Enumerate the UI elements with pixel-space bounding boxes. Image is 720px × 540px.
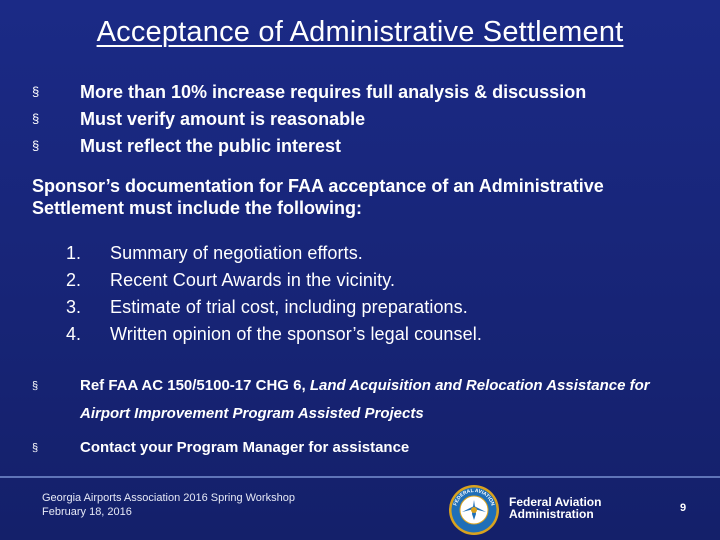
bullet-marker-icon: § xyxy=(32,111,40,126)
svg-text:FEDERAL AVIATION: FEDERAL AVIATION xyxy=(452,487,496,507)
item-text: Written opinion of the sponsor’s legal counsel. xyxy=(110,324,482,344)
numbered-item xyxy=(66,323,482,350)
numbered-list xyxy=(66,242,482,350)
numbered-item xyxy=(66,296,482,323)
footer xyxy=(0,476,720,540)
item-text: Estimate of trial cost, including preparations. xyxy=(110,297,468,317)
bullet-item xyxy=(32,82,586,109)
event-name: Georgia Airports Association 2016 Spring Workshop xyxy=(42,492,295,504)
contact-note xyxy=(32,438,409,458)
reference-line xyxy=(80,376,650,396)
reference-title: Land Acquisition and Relocation Assistance for xyxy=(309,377,650,394)
bullet-text: Must verify amount is reasonable xyxy=(80,109,366,129)
agency-name xyxy=(509,496,601,520)
item-number: 4. xyxy=(66,324,82,344)
bullet-marker-icon: § xyxy=(32,84,40,99)
bullet-marker-icon: § xyxy=(32,380,39,392)
documentation-intro: Sponsor’s documentation for FAA acceptance of an Administrative Settlement must include the following: xyxy=(32,176,604,218)
item-number: 3. xyxy=(66,297,82,317)
reference-title-continued: Airport Improvement Program Assisted Projects xyxy=(80,405,424,422)
page-number: 9 xyxy=(680,502,687,514)
bullet-text: Must reflect the public interest xyxy=(80,136,342,156)
numbered-item xyxy=(66,242,482,269)
bullet-marker-icon: § xyxy=(32,442,39,454)
numbered-item xyxy=(66,269,482,296)
item-number: 1. xyxy=(66,243,82,263)
contact-text: Contact your Program Manager for assistance xyxy=(80,439,410,456)
faa-seal-icon xyxy=(448,484,500,536)
reference-note xyxy=(32,376,712,424)
bullet-item xyxy=(32,136,586,163)
bullet-list xyxy=(32,82,586,163)
bullet-marker-icon: § xyxy=(32,138,40,153)
item-text: Summary of negotiation efforts. xyxy=(110,243,363,263)
agency-line-2: Administration xyxy=(509,507,594,521)
item-number: 2. xyxy=(66,270,82,290)
event-date: February 18, 2016 xyxy=(42,506,132,518)
bullet-text: More than 10% increase requires full analysis & discussion xyxy=(80,82,587,102)
reference-prefix: Ref FAA AC 150/5100-17 CHG 6, xyxy=(80,377,310,394)
slide-title: Acceptance of Administrative Settlement xyxy=(96,16,624,48)
event-info xyxy=(42,491,295,519)
agency-line-1: Federal Aviation xyxy=(509,495,602,509)
footer-divider xyxy=(0,476,720,478)
item-text: Recent Court Awards in the vicinity. xyxy=(110,270,396,290)
bullet-item xyxy=(32,109,586,136)
